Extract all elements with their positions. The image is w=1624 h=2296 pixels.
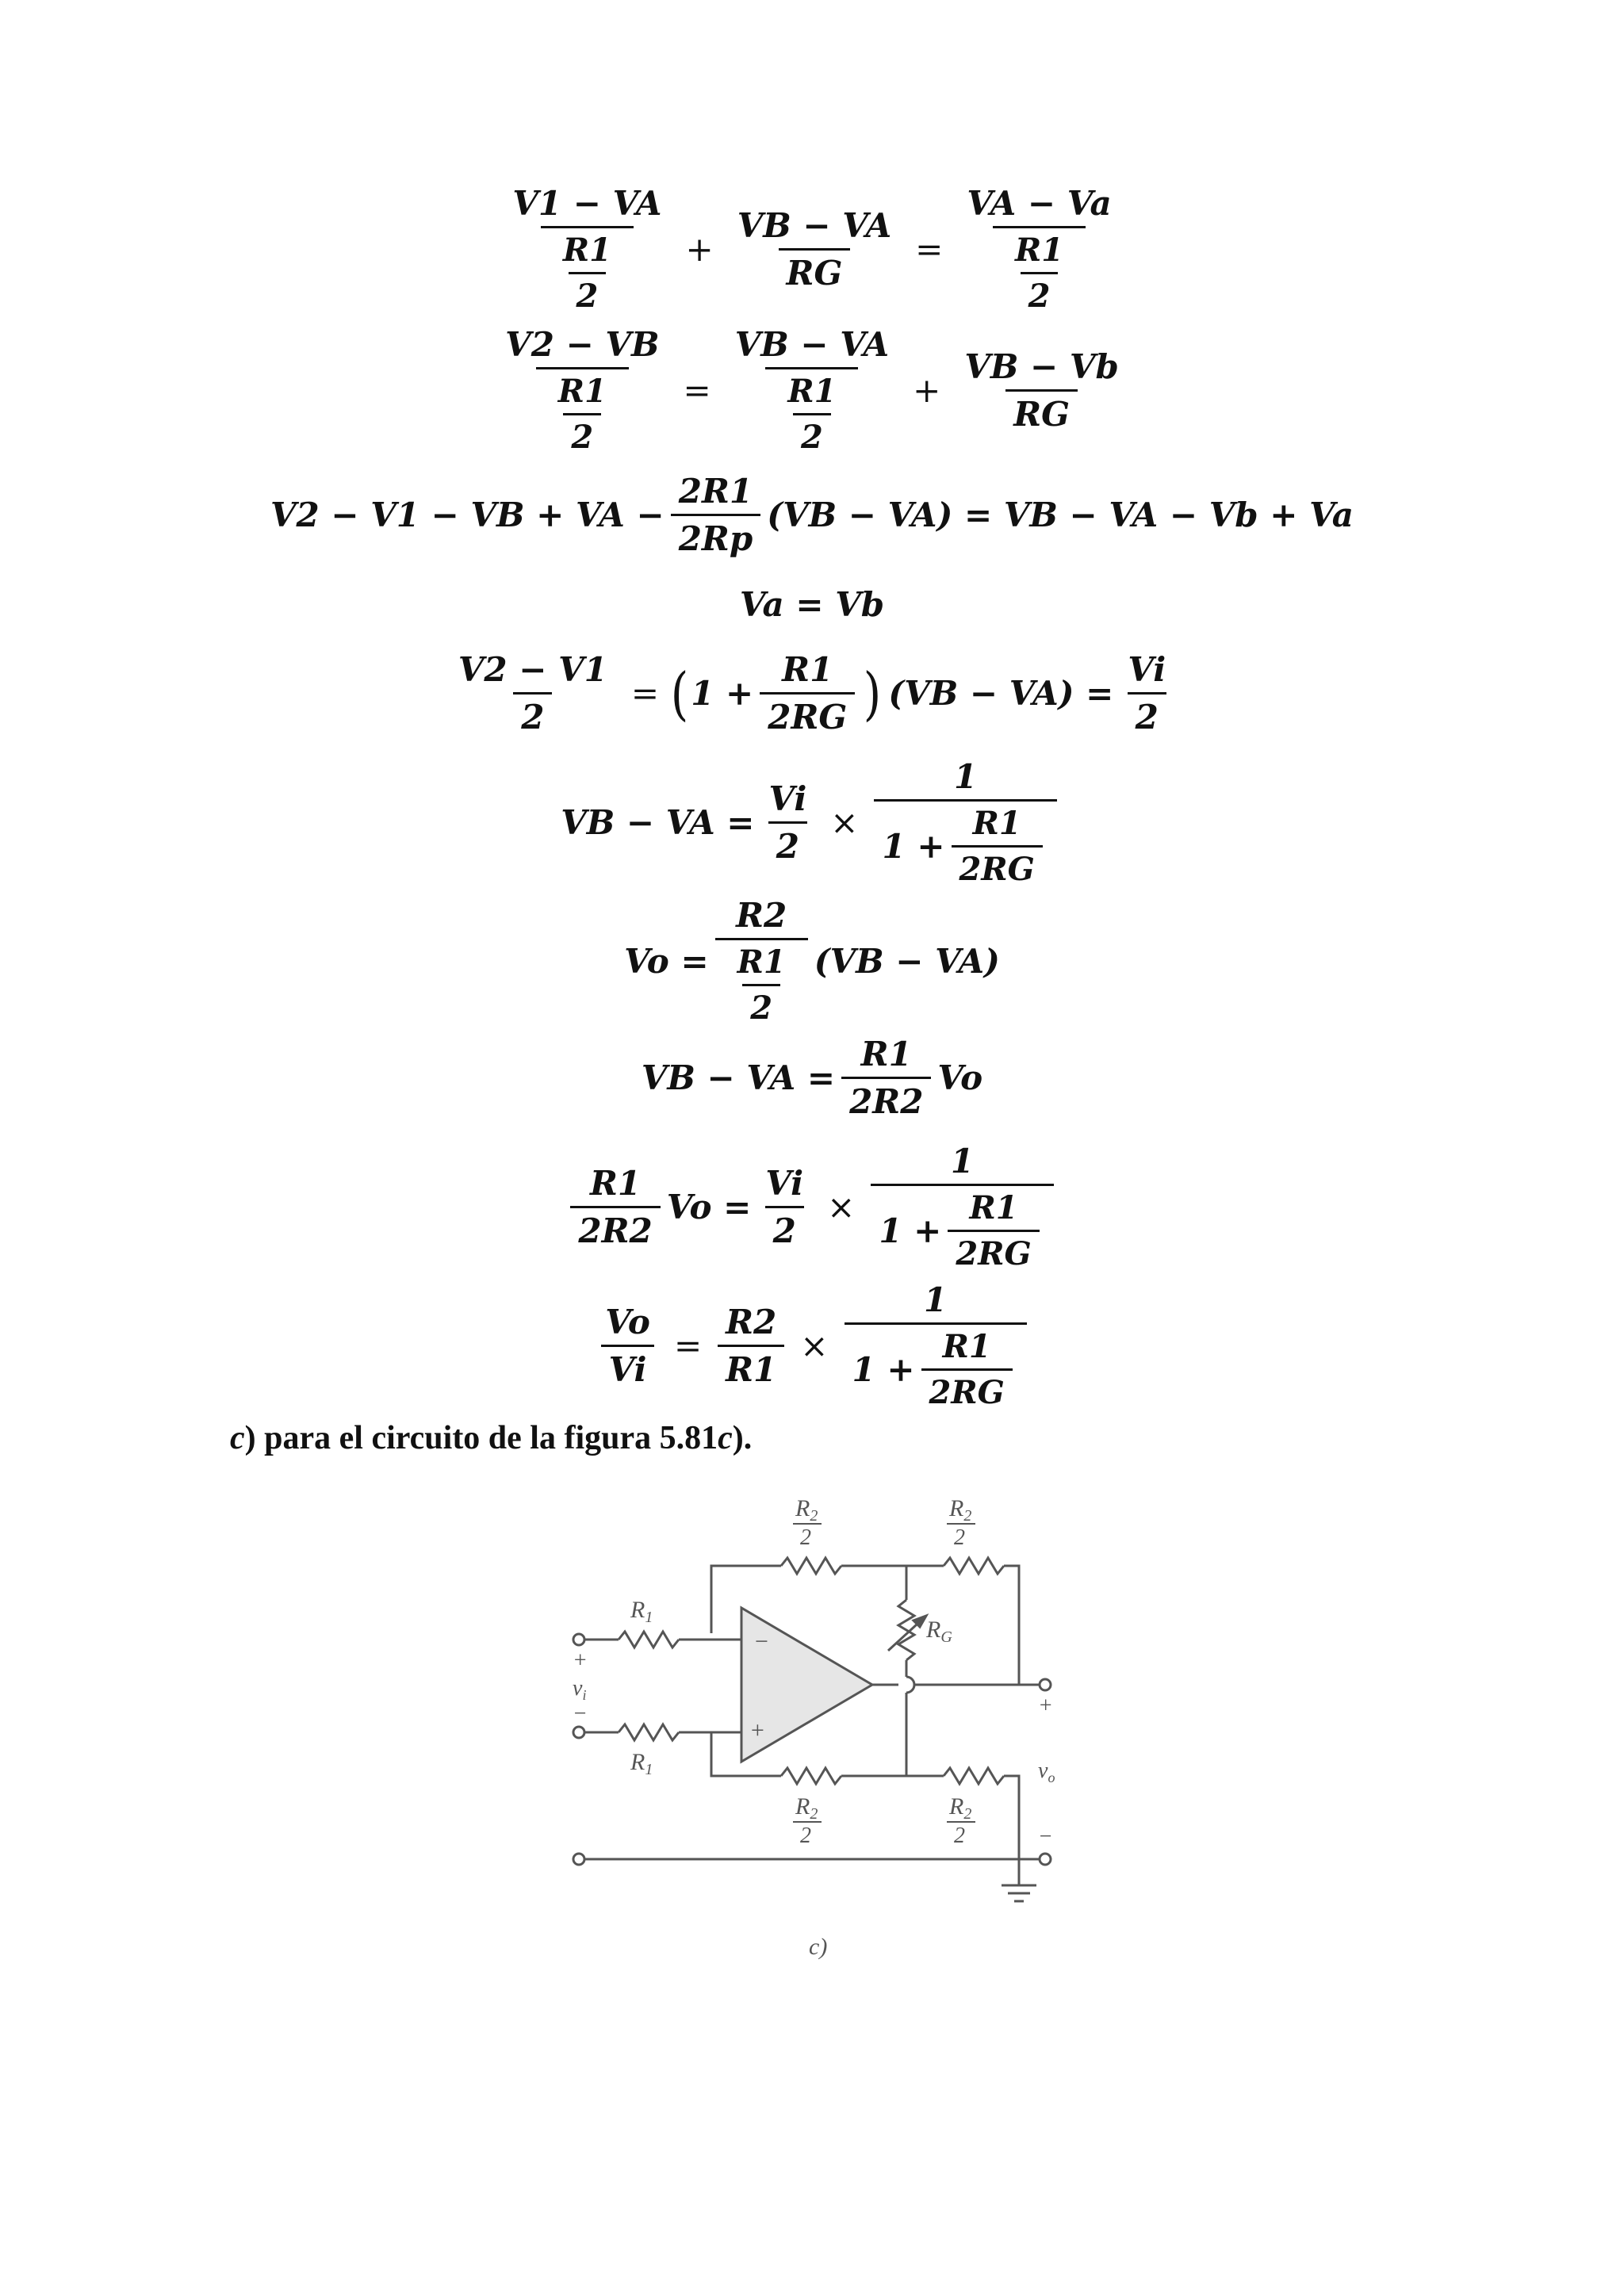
label-vo: $v_o$	[1038, 1758, 1055, 1785]
eq1-frac1-den-den: 2	[569, 272, 607, 315]
eq9-frac3-numerator: 1	[950, 1142, 975, 1181]
label-r1-bottom: $R_1$	[630, 1749, 653, 1778]
eq10-frac1-numerator: Vo	[605, 1303, 650, 1341]
eq1-frac1-den-num: R1	[562, 232, 611, 269]
eq6-frac2-numerator: 1	[954, 757, 978, 796]
eq5-frac3-numerator: Vi	[1128, 650, 1166, 689]
label-rg: $R_G$	[926, 1617, 952, 1646]
eq10-frac1-denominator: Vi	[601, 1345, 655, 1389]
eq8-left: VB − VA =	[641, 1058, 836, 1097]
eq3-right: (VB − VA) = VB − VA − Vb + Va	[767, 496, 1354, 534]
eq2-frac1-numerator: V2 − VB	[505, 325, 660, 364]
equation-9: $\frac{R1}{2R2}$ Vo = $\frac{Vi}{2}$ × 1 1 + $\frac{R1}{2RG}$	[0, 1142, 1624, 1272]
eq3-left: V2 − V1 − VB + VA −	[270, 496, 665, 534]
eq6-frac1-denominator: 2	[768, 821, 807, 866]
heading-ref: c	[718, 1420, 733, 1456]
eq2-frac3-denominator: RG	[1005, 389, 1078, 434]
eq8-right: Vo	[937, 1058, 983, 1097]
eq9-vo: Vo =	[666, 1188, 752, 1226]
eq3-frac-numerator: 2R1	[678, 472, 753, 511]
eq9-frac1-numerator: R1	[590, 1164, 642, 1203]
ground-symbol	[1002, 1885, 1036, 1901]
eq10-frac2-denominator: R1	[718, 1345, 784, 1389]
label-r2-bottom-right	[947, 1793, 975, 1848]
label-r2-top-right	[947, 1495, 975, 1550]
eq6-inner-denominator: 2RG	[952, 845, 1043, 888]
eq10-frac2-numerator: R2	[726, 1303, 777, 1341]
eq2-frac2-numerator: VB − VA	[734, 325, 890, 364]
equation-6: VB − VA = $\frac{Vi}{2}$ × 1 1 + $\frac{R1}{2RG}$	[0, 757, 1624, 888]
label-vi: $v_i$	[573, 1676, 587, 1703]
resistor-r2-bottom-right	[944, 1768, 1004, 1784]
eq2-frac3-numerator: VB − Vb	[964, 347, 1119, 386]
eq1-frac2-denominator: RG	[779, 248, 851, 293]
opamp-minus-sign: −	[753, 1628, 770, 1655]
eq5-frac1-denominator: 2	[513, 692, 552, 737]
eq7-right: (VB − VA)	[814, 942, 1000, 981]
label-r1-top: $R_1$	[630, 1597, 653, 1626]
svg-text:2: 2	[800, 1525, 811, 1550]
vi-plus: +	[573, 1648, 588, 1673]
resistor-r2-top-left	[781, 1558, 841, 1574]
eq2-frac2-den-den: 2	[793, 413, 831, 456]
eq5-one-plus: 1 +	[691, 674, 754, 713]
eq10-inner-denominator: 2RG	[921, 1368, 1013, 1411]
heading-letter: c	[230, 1420, 245, 1456]
label-r2-bottom-left	[793, 1793, 822, 1848]
vo-plus: +	[1038, 1693, 1053, 1718]
eq9-frac2-denominator: 2	[765, 1206, 804, 1250]
eq4-text: Va = Vb	[739, 585, 885, 624]
eq2-frac1-den-num: R1	[557, 373, 607, 410]
eq9-inner-denominator: 2RG	[948, 1230, 1039, 1272]
equation-2: $\frac{V2 - VB}{\frac{R1}{2}}$ = $\frac{VB - VA}{\frac{R1}{2}}$ + $\frac{VB - Vb}{RG}$	[0, 325, 1624, 456]
eq7-frac-numerator: R2	[736, 896, 787, 935]
svg-text:R2: $R_2$	[795, 1495, 818, 1525]
eq9-one-plus: 1 +	[879, 1211, 942, 1250]
svg-text:2: 2	[954, 1525, 965, 1550]
svg-text:R2: $R_2$	[949, 1793, 972, 1823]
eq5-frac3-denominator: 2	[1128, 692, 1166, 737]
eq5-frac2-numerator: R1	[782, 650, 833, 689]
eq8-frac-numerator: R1	[860, 1035, 912, 1073]
svg-text:R2: $R_2$	[795, 1793, 818, 1823]
eq6-frac1-numerator: Vi	[768, 779, 807, 818]
resistor-r1-bottom	[619, 1724, 679, 1740]
resistor-r2-top-right	[944, 1558, 1004, 1574]
svg-text:R2: $R_2$	[949, 1495, 972, 1525]
eq2-frac1-den-den: 2	[563, 413, 601, 456]
equation-1: $\frac{V1 - VA}{\frac{R1}{2}}$ + $\frac{VB - VA}{RG}$ = $\frac{VA - Va}{\frac{R1}{2}}$	[0, 184, 1624, 315]
heading-text: ) para el circuito de la figura 5.81	[244, 1420, 718, 1456]
eq3-frac-denominator: 2Rp	[671, 514, 761, 558]
eq1-frac3-den-den: 2	[1021, 272, 1059, 315]
eq5-middle: (VB − VA) =	[888, 674, 1114, 713]
equation-5: $\frac{V2 - V1}{2}$ = ( 1 + $\frac{R1}{2RG}$ ) (VB − VA) = $\frac{Vi}{2}$	[0, 650, 1624, 737]
heading-end: ).	[732, 1420, 753, 1456]
opamp-plus-sign: +	[749, 1717, 766, 1743]
eq5-frac2-denominator: 2RG	[760, 692, 855, 737]
eq8-frac-denominator: 2R2	[841, 1077, 931, 1121]
eq10-frac3-numerator: 1	[924, 1280, 948, 1319]
eq9-frac1-denominator: 2R2	[570, 1206, 660, 1250]
resistor-r1-top	[619, 1632, 679, 1647]
eq6-inner-numerator: R1	[972, 805, 1021, 842]
eq1-frac1-numerator: V1 − VA	[512, 184, 662, 223]
eq9-inner-numerator: R1	[969, 1189, 1018, 1226]
eq1-frac3-den-num: R1	[1014, 232, 1064, 269]
eq7-left: Vo =	[624, 942, 709, 981]
resistor-r2-bottom-left	[781, 1768, 841, 1784]
svg-text:2: 2	[800, 1823, 811, 1848]
eq9-frac2-numerator: Vi	[765, 1164, 804, 1203]
equation-10: $\frac{Vo}{Vi}$ = $\frac{R2}{R1}$ × 1 1 + $\frac{R1}{2RG}$	[0, 1280, 1624, 1411]
eq10-inner-numerator: R1	[942, 1328, 991, 1365]
label-r2-top-left	[793, 1495, 822, 1550]
eq1-frac2-numerator: VB − VA	[737, 206, 892, 245]
vo-minus: −	[1038, 1824, 1053, 1849]
eq10-one-plus: 1 +	[852, 1350, 915, 1389]
eq7-den-num: R1	[737, 943, 786, 981]
eq6-one-plus: 1 +	[882, 827, 945, 866]
eq5-frac1-numerator: V2 − V1	[458, 650, 607, 689]
eq6-left: VB − VA =	[561, 803, 755, 842]
eq2-frac2-den-num: R1	[787, 373, 837, 410]
vi-minus: −	[573, 1701, 588, 1726]
figure-caption: c)	[809, 1934, 828, 1960]
eq1-frac3-numerator: VA − Va	[967, 184, 1112, 223]
svg-text:2: 2	[954, 1823, 965, 1848]
eq7-den-den: 2	[742, 984, 780, 1027]
